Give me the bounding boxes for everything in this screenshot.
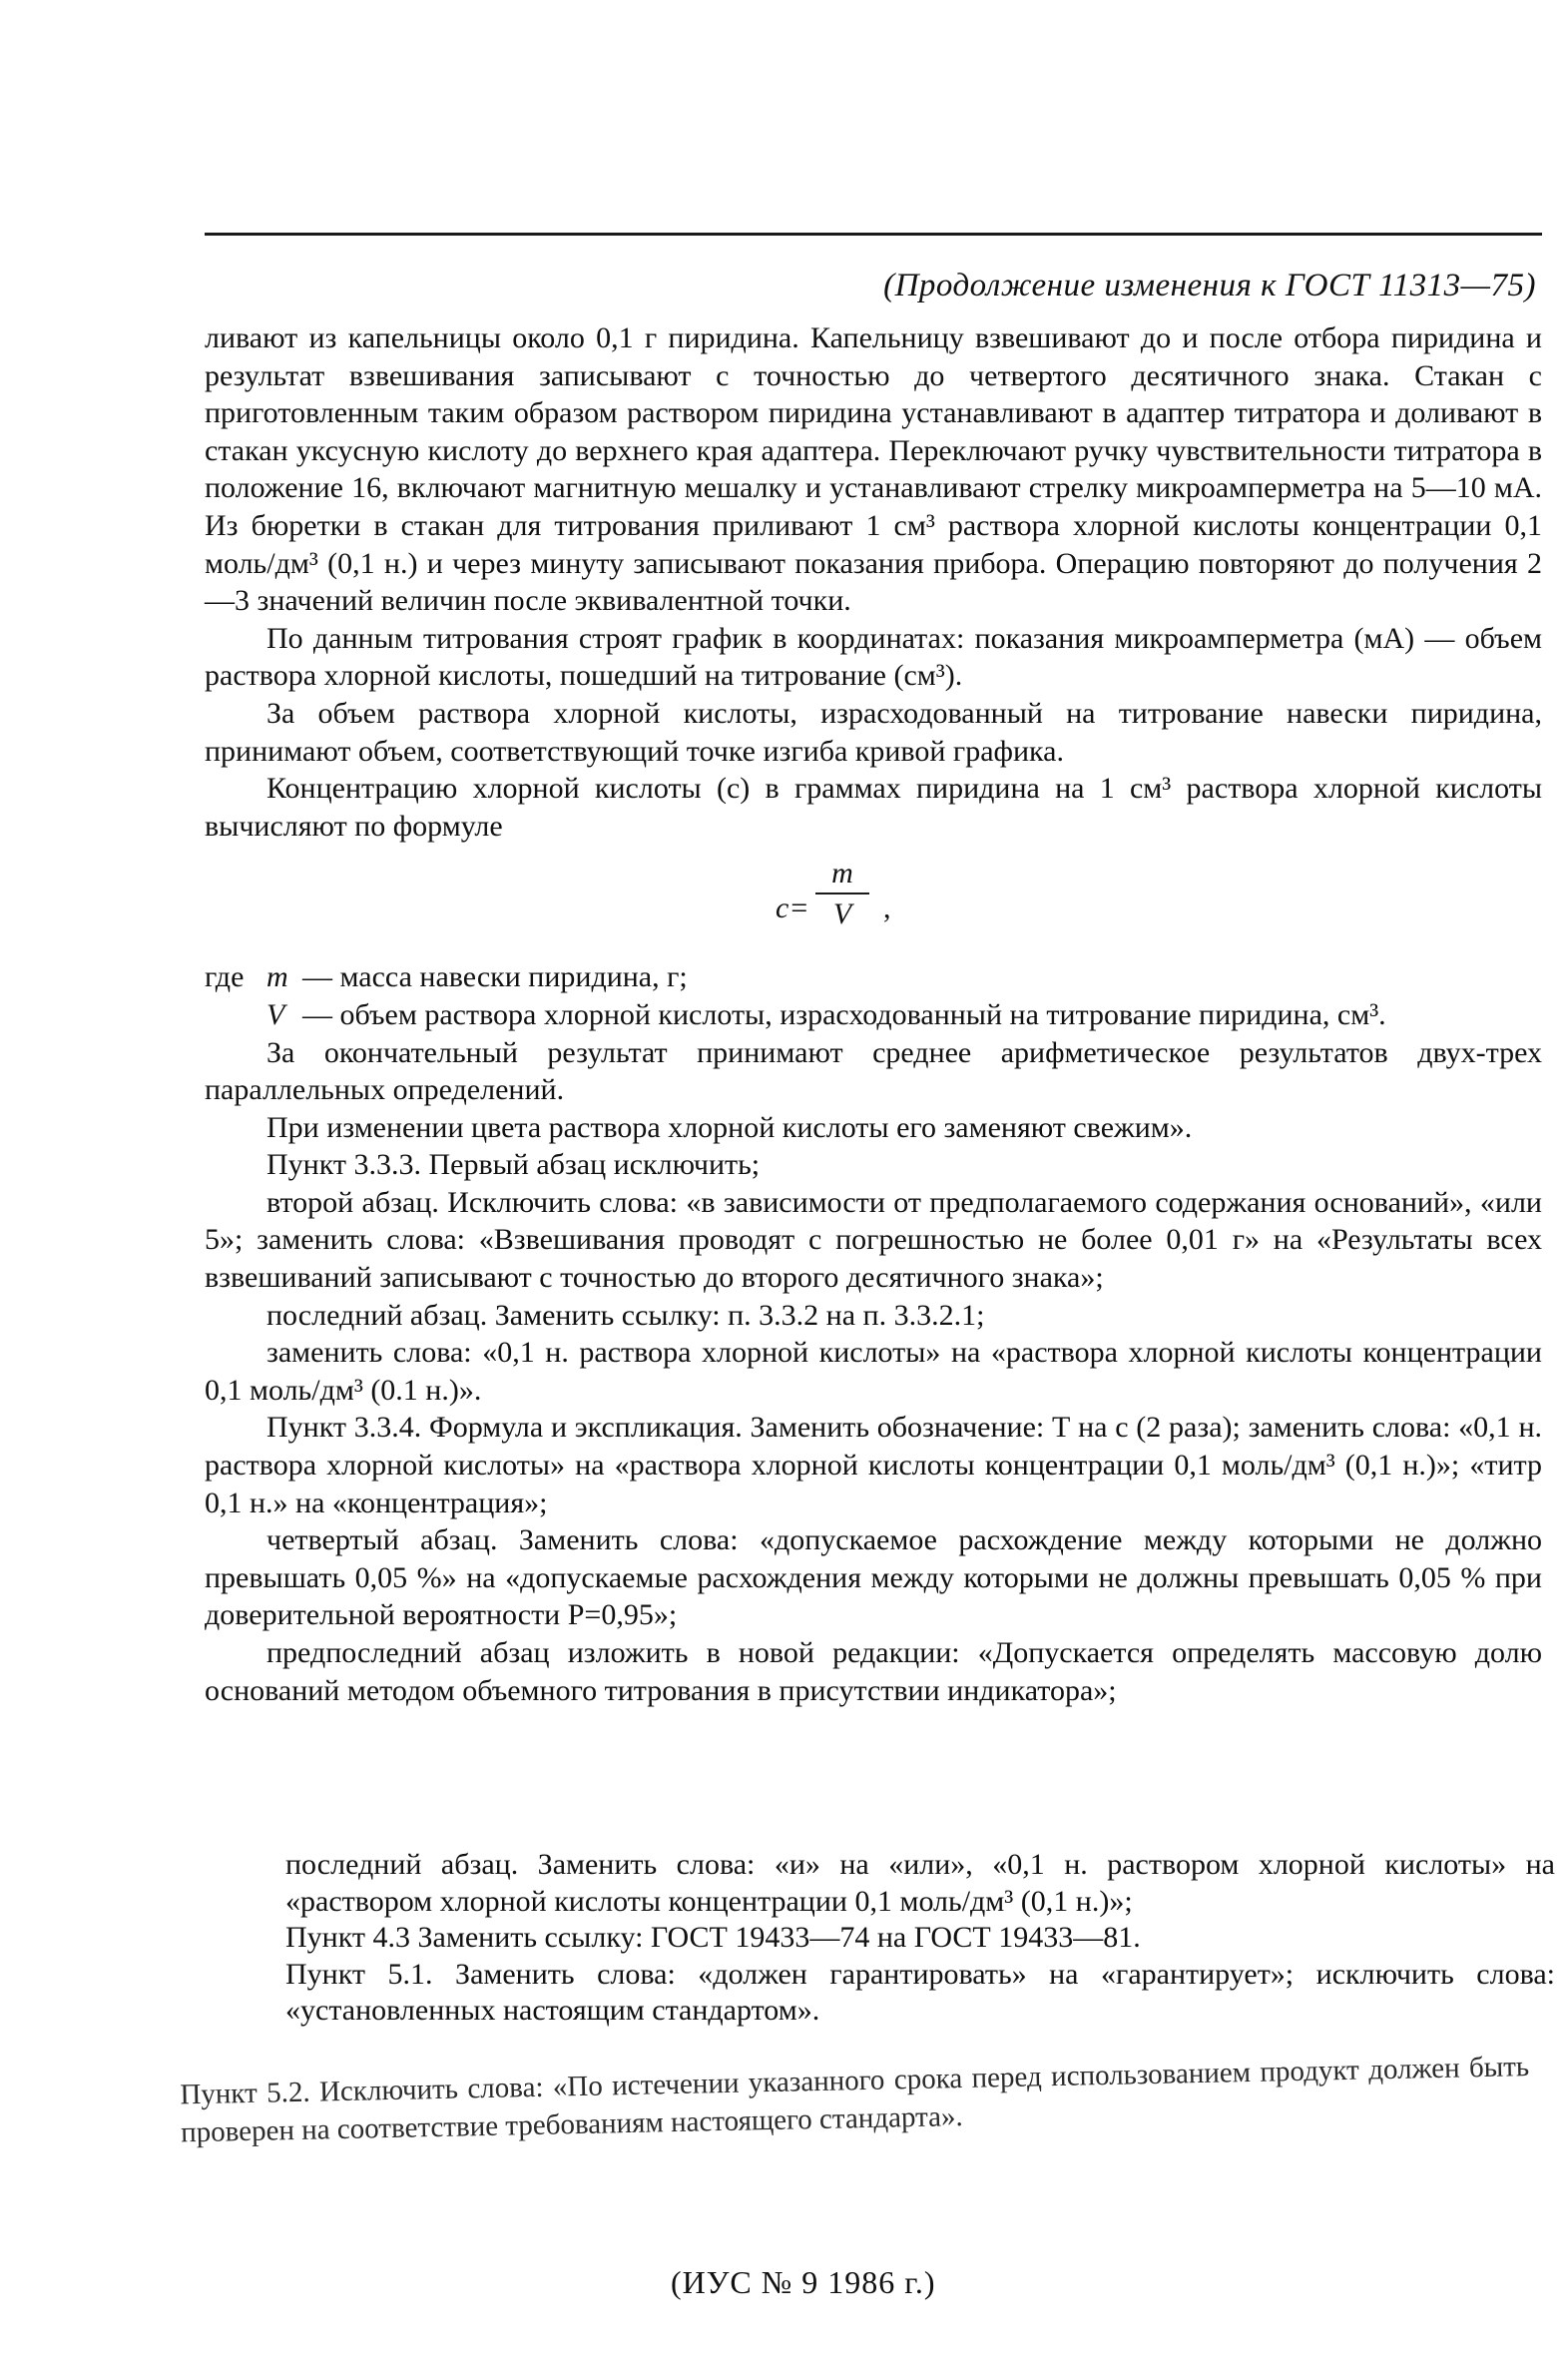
formula-fraction <box>815 855 869 934</box>
paragraph-color-change: При изменении цвета раствора хлорной кислоты его заменяют свежим». <box>266 1110 1193 1144</box>
formula-definitions <box>205 958 1542 1033</box>
paragraph-penultimate-abzac: предпоследний абзац изложить в новой редакции: «Допускается определять массовую долю оснований методом объемного титрования в присутствии индикатора»; <box>205 1636 1542 1707</box>
paragraph-second-abzac: второй абзац. Исключить слова: «в зависимости от предполагаемого содержания оснований», «или 5»; заменить слова: «Взвешивания проводят с погрешностью не более 0,01 г» на «Результаты всех взвешиваний записывают с точностью до второго десятичного знака»; <box>205 1185 1542 1295</box>
lower-text-block <box>285 1847 1555 2030</box>
formula-lhs: c= <box>776 892 809 925</box>
formula-concentration <box>205 849 1542 952</box>
top-divider <box>205 233 1542 236</box>
paragraph-volume: За объем раствора хлорной кислоты, израсходованный на титрование навески пиридина, принимают объем, соответствующий точке изгиба кривой графика. <box>205 696 1542 768</box>
formula-trailing-comma: , <box>883 892 891 925</box>
definition-symbol-v: V <box>266 997 285 1031</box>
paragraph-item-4-3: Пункт 4.3 Заменить ссылку: ГОСТ 19433—74 на ГОСТ 19433—81. <box>285 1921 1141 1954</box>
paragraph-fourth-abzac: четвертый абзац. Заменить слова: «допускаемое расхождение между которыми не должно превышать 0,05 %» на «допускаемые расхождения между которыми не должны превышать 0,05 % при доверительной вероятности P=0,95»; <box>205 1523 1542 1632</box>
where-word: где <box>205 960 245 994</box>
paragraph-titration-procedure: ливают из капельницы около 0,1 г пиридина. Капельницу взвешивают до и после отбора пиридина и результат взвешивания записывают с точностью до четвертого десятичного знака. Стакан с приготовленным таким образом раствором пиридина устанавливают в адаптер титратора и доливают в стакан уксусную кислоту до верхнего края адаптера. Переключают ручку чувствительности титратора в положение 16, включают магнитную мешалку и устанавливают стрелку микроамперметра на 5—10 мА. Из бюретки в стакан для титрования приливают 1 см³ раствора хлорной кислоты концентрации 0,1 моль/дм³ (0,1 н.) и через минуту записывают показания прибора. Операцию повторяют до получения 2—3 значений величин после эквивалентной точки. <box>205 321 1542 618</box>
formula-numerator: m <box>831 857 853 891</box>
paragraph-concentration: Концентрацию хлорной кислоты (c) в граммах пиридина на 1 см³ раствора хлорной кислоты вычисляют по формуле <box>205 772 1542 843</box>
paragraph-item-5-2: Пункт 5.2. Исключить слова: «По истечении указанного срока перед использованием продукт должен быть проверен на соответствие требованиям настоящего стандарта». <box>180 2051 1530 2149</box>
paragraph-last-abzac-link: последний абзац. Заменить ссылку: п. 3.3.2 на п. 3.3.2.1; <box>266 1298 985 1332</box>
definition-symbol-m: m <box>266 960 288 994</box>
paragraph-replace-words: заменить слова: «0,1 н. раствора хлорной кислоты» на «раствора хлорной кислоты концентрации 0,1 моль/дм³ (0.1 н.)». <box>205 1336 1542 1407</box>
source-note: (ИУС № 9 1986 г.) <box>671 2264 936 2300</box>
faded-text-block <box>152 2048 1530 2152</box>
continuation-header: (Продолжение изменения к ГОСТ 11313—75) <box>883 268 1536 303</box>
definition-text-v: — объем раствора хлорной кислоты, израсходованный на титрование пиридина, см³. <box>302 997 1386 1031</box>
paragraph-item-5-1: Пункт 5.1. Заменить слова: «должен гарантировать» на «гарантирует»; исключить слова: «установленных настоящим стандартом». <box>285 1957 1555 2027</box>
definition-text-m: — масса навески пиридина, г; <box>302 960 688 994</box>
paragraph-final-result: За окончательный результат принимают среднее арифметическое результатов двух-трех параллельных определений. <box>205 1035 1542 1107</box>
formula-denominator: V <box>832 897 852 931</box>
paragraph-graph: По данным титрования строят график в координатах: показания микроамперметра (мА) — объем раствора хлорной кислоты, пошедший на титрование (см³). <box>205 621 1542 693</box>
paragraph-last-abzac-words: последний абзац. Заменить слова: «и» на «или», «0,1 н. раствором хлорной кислоты» на «раствором хлорной кислоты концентрации 0,1 моль/дм³ (0,1 н.)»; <box>285 1848 1555 1918</box>
paragraph-item-3-3-3: Пункт 3.3.3. Первый абзац исключить; <box>266 1148 761 1182</box>
main-text-block <box>205 319 1542 1709</box>
paragraph-item-3-3-4: Пункт 3.3.4. Формула и экспликация. Заменить обозначение: Т на с (2 раза); заменить слова: «0,1 н. раствора хлорной кислоты» на «раствора хлорной кислоты концентрации 0,1 моль/дм³ (0,1 н.)»; «титр 0,1 н.» на «концентрация»; <box>205 1411 1542 1519</box>
